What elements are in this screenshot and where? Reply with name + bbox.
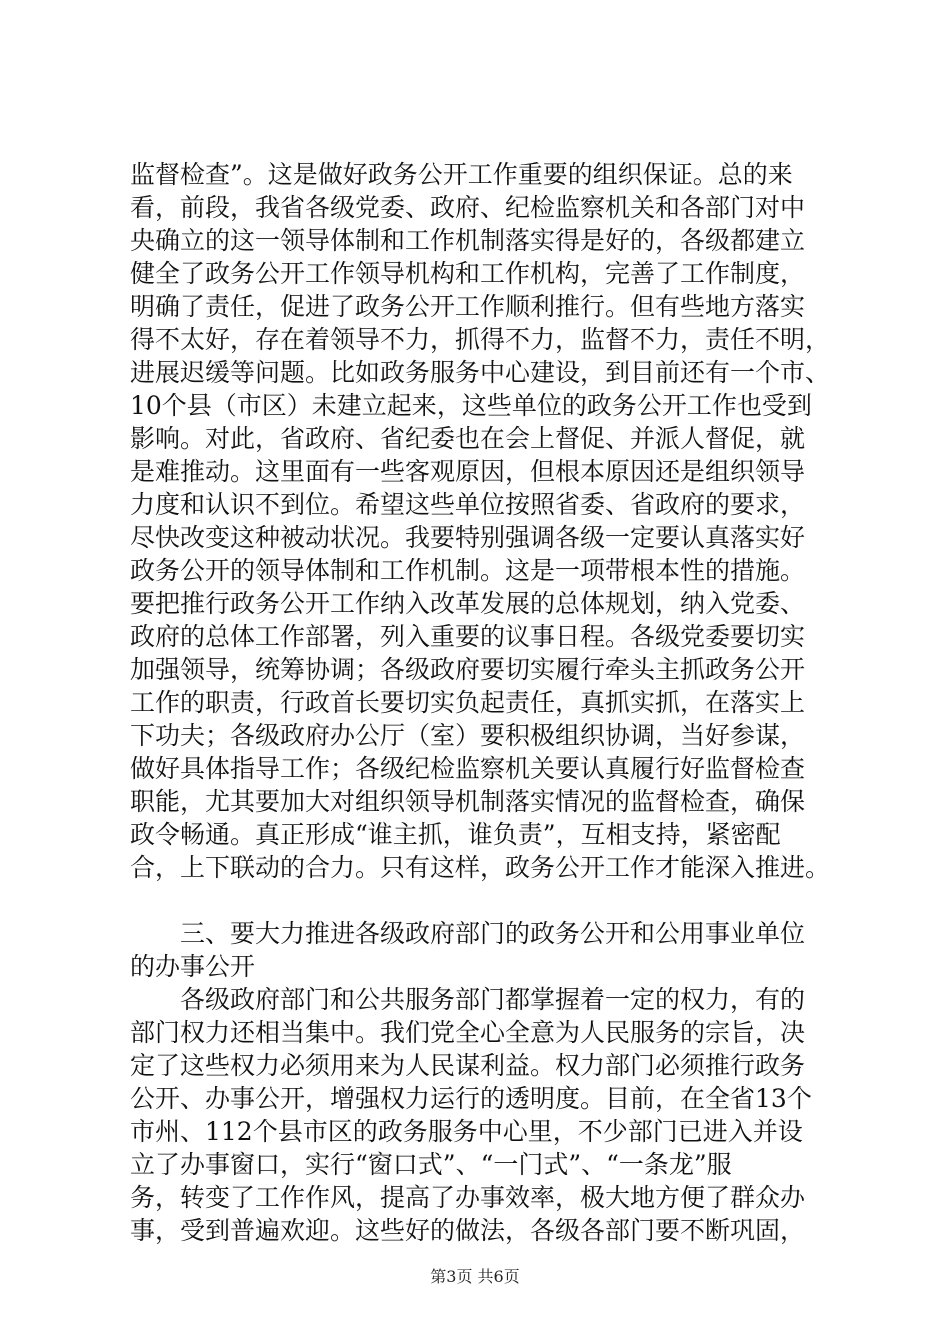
text-line: 立了办事窗口，实行“窗口式”、“一门式”、“一条龙”服 xyxy=(130,1150,732,1179)
body-text xyxy=(130,158,830,1247)
text-line: 工作的职责，行政首长要切实负起责任，真抓实抓，在落实上 xyxy=(130,688,806,717)
text-line: 10个县（市区）未建立起来，这些单位的政务公开工作也受到 xyxy=(130,391,812,420)
text-line: 健全了政务公开工作领导机构和工作机构，完善了工作制度， xyxy=(130,259,806,288)
text-line: 加强领导，统筹协调；各级政府要切实履行牵头主抓政务公开 xyxy=(130,655,806,684)
heading-line: 三、要大力推进各级政府部门的政务公开和公用事业单位 xyxy=(130,919,806,948)
text-line: 务，转变了工作作风，提高了办事效率，极大地方便了群众办 xyxy=(130,1183,806,1212)
text-line: 定了这些权力必须用来为人民谋利益。权力部门必须推行政务 xyxy=(130,1051,806,1080)
paragraph-gap xyxy=(130,884,830,917)
text-line: 市州、112个县市区的政务服务中心里，不少部门已进入并设 xyxy=(130,1117,803,1146)
text-line: 职能，尤其要加大对组织领导机制落实情况的监督检查，确保 xyxy=(130,787,806,816)
text-line: 各级政府部门和公共服务部门都掌握着一定的权力，有的 xyxy=(130,985,806,1014)
page-footer xyxy=(0,1266,950,1288)
text-line: 部门权力还相当集中。我们党全心全意为人民服务的宗旨，决 xyxy=(130,1018,806,1047)
text-line: 得不太好，存在着领导不力，抓得不力，监督不力，责任不明， xyxy=(130,325,830,354)
text-line: 政令畅通。真正形成“谁主抓，谁负责”，互相支持，紧密配 xyxy=(130,820,781,849)
text-line: 做好具体指导工作；各级纪检监察机关要认真履行好监督检查 xyxy=(130,754,806,783)
text-line: 监督检查”。这是做好政务公开工作重要的组织保证。总的来 xyxy=(130,160,793,189)
text-line: 看，前段，我省各级党委、政府、纪检监察机关和各部门对中 xyxy=(130,193,806,222)
text-line: 政府的总体工作部署，列入重要的议事日程。各级党委要切实 xyxy=(130,622,806,651)
text-line: 影响。对此，省政府、省纪委也在会上督促、并派人督促，就 xyxy=(130,424,806,453)
section-heading xyxy=(130,917,830,983)
paragraph-1 xyxy=(130,158,830,884)
text-line: 要把推行政务公开工作纳入改革发展的总体规划，纳入党委、 xyxy=(130,589,806,618)
text-line: 进展迟缓等问题。比如政务服务中心建设，到目前还有一个市、 xyxy=(130,358,830,387)
text-line: 明确了责任，促进了政务公开工作顺利推行。但有些地方落实 xyxy=(130,292,806,321)
text-line: 力度和认识不到位。希望这些单位按照省委、省政府的要求， xyxy=(130,490,806,519)
text-line: 公开、办事公开，增强权力运行的透明度。目前，在全省13个 xyxy=(130,1084,812,1113)
paragraph-2 xyxy=(130,983,830,1247)
text-line: 事，受到普遍欢迎。这些好的做法，各级各部门要不断巩固， xyxy=(130,1216,806,1245)
text-line: 政务公开的领导体制和工作机制。这是一项带根本性的措施。 xyxy=(130,556,806,585)
text-line: 下功夫；各级政府办公厅（室）要积极组织协调，当好参谋， xyxy=(130,721,806,750)
text-line: 是难推动。这里面有一些客观原因，但根本原因还是组织领导 xyxy=(130,457,806,486)
page-number-label: 第3页 共6页 xyxy=(430,1267,520,1286)
text-line: 央确立的这一领导体制和工作机制落实得是好的，各级都建立 xyxy=(130,226,806,255)
heading-line: 的办事公开 xyxy=(130,952,256,981)
text-line: 合，上下联动的合力。只有这样，政务公开工作才能深入推进。 xyxy=(130,853,830,882)
text-line: 尽快改变这种被动状况。我要特别强调各级一定要认真落实好 xyxy=(130,523,806,552)
